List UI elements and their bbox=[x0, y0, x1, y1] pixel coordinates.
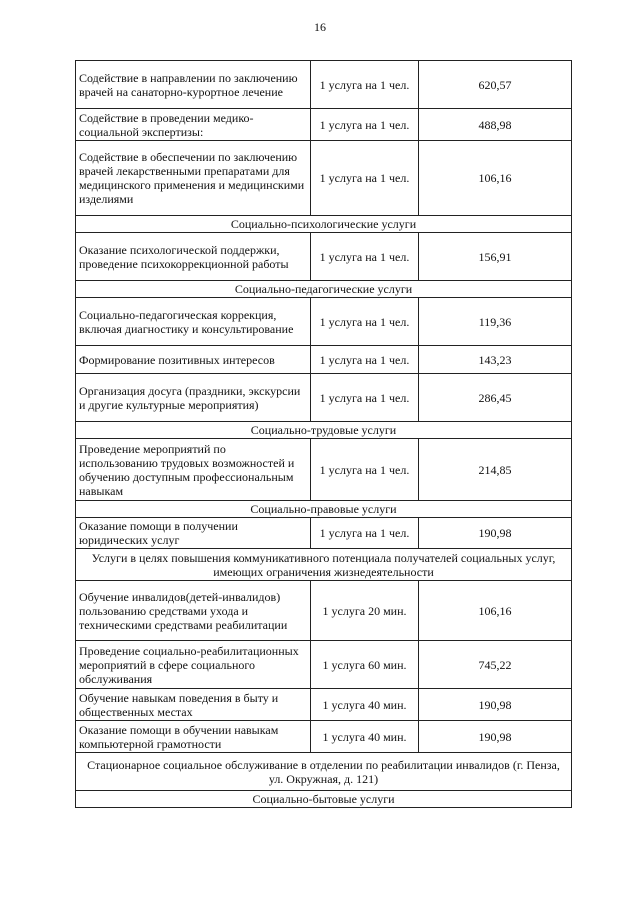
service-price: 488,98 bbox=[419, 109, 572, 141]
service-row bbox=[76, 581, 572, 641]
service-row bbox=[76, 109, 572, 141]
service-price: 190,98 bbox=[419, 689, 572, 721]
service-row bbox=[76, 721, 572, 753]
service-unit: 1 услуга на 1 чел. bbox=[311, 439, 419, 501]
service-name: Проведение мероприятий по использованию трудовых возможностей и обучению доступным профессиональным навыкам bbox=[76, 439, 311, 501]
section-title: Услуги в целях повышения коммуникативного потенциала получателей социальных услуг, имеющих ограничения жизнедеятельности bbox=[76, 549, 572, 581]
service-row bbox=[76, 346, 572, 374]
section-title: Социально-правовые услуги bbox=[76, 501, 572, 518]
service-row bbox=[76, 518, 572, 549]
section-header-row bbox=[76, 422, 572, 439]
service-unit: 1 услуга на 1 чел. bbox=[311, 374, 419, 422]
service-row bbox=[76, 641, 572, 689]
service-name: Проведение социально-реабилитационных мероприятий в сфере социального обслуживания bbox=[76, 641, 311, 689]
service-row bbox=[76, 689, 572, 721]
service-price: 745,22 bbox=[419, 641, 572, 689]
section-header-row bbox=[76, 281, 572, 298]
section-title: Социально-бытовые услуги bbox=[76, 791, 572, 808]
services-table-body bbox=[76, 61, 572, 808]
service-name: Оказание помощи в обучении навыкам компьютерной грамотности bbox=[76, 721, 311, 753]
section-title: Социально-педагогические услуги bbox=[76, 281, 572, 298]
service-price: 156,91 bbox=[419, 233, 572, 281]
service-row bbox=[76, 141, 572, 216]
service-price: 214,85 bbox=[419, 439, 572, 501]
service-price: 190,98 bbox=[419, 518, 572, 549]
service-unit: 1 услуга на 1 чел. bbox=[311, 346, 419, 374]
service-unit: 1 услуга на 1 чел. bbox=[311, 233, 419, 281]
service-unit: 1 услуга на 1 чел. bbox=[311, 61, 419, 109]
service-name: Оказание психологической поддержки, проведение психокоррекционной работы bbox=[76, 233, 311, 281]
service-unit: 1 услуга на 1 чел. bbox=[311, 141, 419, 216]
service-row bbox=[76, 61, 572, 109]
service-unit: 1 услуга на 1 чел. bbox=[311, 518, 419, 549]
service-name: Содействие в проведении медико-социальной экспертизы: bbox=[76, 109, 311, 141]
service-price: 620,57 bbox=[419, 61, 572, 109]
page-number: 16 bbox=[314, 20, 326, 34]
section-title: Социально-трудовые услуги bbox=[76, 422, 572, 439]
service-price: 286,45 bbox=[419, 374, 572, 422]
service-name: Оказание помощи в получении юридических услуг bbox=[76, 518, 311, 549]
service-name: Содействие в обеспечении по заключению врачей лекарственными препаратами для медицинского применения и медицинскими изделиями bbox=[76, 141, 311, 216]
service-price: 106,16 bbox=[419, 141, 572, 216]
service-unit: 1 услуга 20 мин. bbox=[311, 581, 419, 641]
service-row bbox=[76, 374, 572, 422]
service-unit: 1 услуга 40 мин. bbox=[311, 721, 419, 753]
service-price: 143,23 bbox=[419, 346, 572, 374]
service-name: Обучение навыкам поведения в быту и общественных местах bbox=[76, 689, 311, 721]
service-name: Содействие в направлении по заключению врачей на санаторно-курортное лечение bbox=[76, 61, 311, 109]
service-name: Формирование позитивных интересов bbox=[76, 346, 311, 374]
service-name: Социально-педагогическая коррекция, включая диагностику и консультирование bbox=[76, 298, 311, 346]
services-table bbox=[75, 60, 572, 808]
service-price: 106,16 bbox=[419, 581, 572, 641]
service-name: Обучение инвалидов(детей-инвалидов) пользованию средствами ухода и техническими средствами реабилитации bbox=[76, 581, 311, 641]
section-header-row bbox=[76, 753, 572, 791]
service-unit: 1 услуга на 1 чел. bbox=[311, 298, 419, 346]
section-header-row bbox=[76, 216, 572, 233]
section-title: Социально-психологические услуги bbox=[76, 216, 572, 233]
section-header-row bbox=[76, 549, 572, 581]
service-price: 119,36 bbox=[419, 298, 572, 346]
service-unit: 1 услуга 60 мин. bbox=[311, 641, 419, 689]
service-unit: 1 услуга на 1 чел. bbox=[311, 109, 419, 141]
service-row bbox=[76, 439, 572, 501]
service-unit: 1 услуга 40 мин. bbox=[311, 689, 419, 721]
service-price: 190,98 bbox=[419, 721, 572, 753]
service-row bbox=[76, 298, 572, 346]
service-row bbox=[76, 233, 572, 281]
section-header-row bbox=[76, 791, 572, 808]
section-header-row bbox=[76, 501, 572, 518]
service-name: Организация досуга (праздники, экскурсии и другие культурные мероприятия) bbox=[76, 374, 311, 422]
section-title: Стационарное социальное обслуживание в отделении по реабилитации инвалидов (г. Пенза, ул. Окружная, д. 121) bbox=[76, 753, 572, 791]
